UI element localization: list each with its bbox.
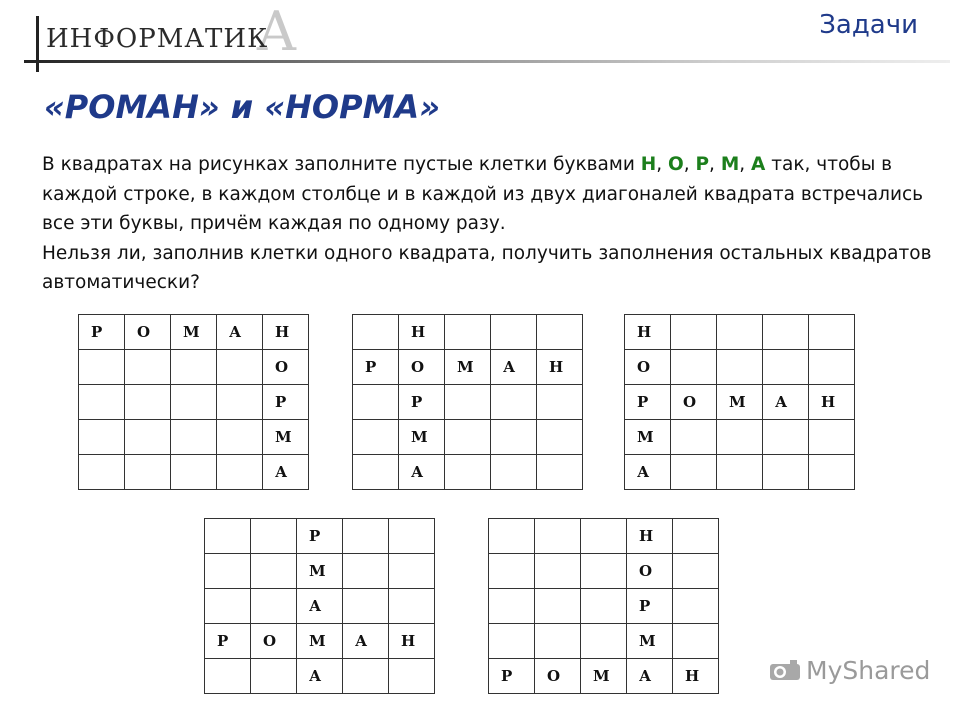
grid-cell — [488, 623, 534, 658]
grid-cell — [342, 518, 388, 553]
grid-cell: О — [262, 349, 308, 384]
grid-cell — [580, 553, 626, 588]
grid-cell — [342, 553, 388, 588]
grid-cell — [124, 384, 170, 419]
task-text-part2: так, чтобы в каждой строке, в каждом столбце и в каждой из двух диагоналей квадрата встречались все эти буквы, причём каждая по одному разу. — [42, 154, 924, 234]
grid-cell — [762, 314, 808, 349]
grid-cell — [444, 384, 490, 419]
grid-1 — [78, 314, 309, 490]
grid-cell — [670, 314, 716, 349]
grid-cell: Н — [808, 384, 854, 419]
letter-m: М — [720, 154, 740, 175]
grid-cell — [216, 349, 262, 384]
letter-o: О — [667, 154, 684, 175]
grid-cell — [216, 454, 262, 489]
grid-3 — [624, 314, 855, 490]
grid-cell: Н — [398, 314, 444, 349]
grid-cell: Н — [624, 314, 670, 349]
grid-cell: М — [170, 314, 216, 349]
logo-vertical-line — [36, 16, 39, 72]
grid-cell: О — [398, 349, 444, 384]
grid-cell — [672, 623, 718, 658]
letter-r: Р — [695, 154, 710, 175]
grid-cell — [170, 349, 216, 384]
grid-cell: О — [624, 349, 670, 384]
grid-cell — [78, 419, 124, 454]
grid-cell: М — [398, 419, 444, 454]
sep: , — [683, 154, 696, 175]
grid-4 — [204, 518, 435, 694]
grid-cell — [388, 553, 434, 588]
grid-cell: О — [534, 658, 580, 693]
grid-cell — [672, 518, 718, 553]
grid-cell — [490, 314, 536, 349]
grid-cell — [78, 384, 124, 419]
grid-cell — [534, 588, 580, 623]
grid-cell — [388, 658, 434, 693]
grid-cell — [444, 454, 490, 489]
grid-cell: А — [398, 454, 444, 489]
grid-cell — [670, 349, 716, 384]
grid-cell — [488, 553, 534, 588]
grid-cell: Р — [352, 349, 398, 384]
grid-cell: Р — [296, 518, 342, 553]
grid-cell — [388, 588, 434, 623]
grid-cell: А — [216, 314, 262, 349]
grid-cell — [78, 454, 124, 489]
grid-cell — [170, 419, 216, 454]
grid-cell — [808, 454, 854, 489]
grid-cell — [352, 314, 398, 349]
grid-cell: Р — [626, 588, 672, 623]
grid-cell: М — [444, 349, 490, 384]
section-label: Задачи — [819, 10, 918, 40]
grid-cell — [124, 349, 170, 384]
grid-cell — [170, 454, 216, 489]
grid-cell: А — [296, 658, 342, 693]
grid-cell: О — [670, 384, 716, 419]
grid-cell — [488, 518, 534, 553]
sep: , — [709, 154, 721, 175]
grid-cell: М — [262, 419, 308, 454]
grid-cell — [170, 384, 216, 419]
grid-cell: Н — [262, 314, 308, 349]
grid-cell: Н — [672, 658, 718, 693]
grid-cell — [762, 349, 808, 384]
grid-cell: А — [490, 349, 536, 384]
grid-cell: А — [262, 454, 308, 489]
grid-cell — [580, 623, 626, 658]
grid-cell — [808, 349, 854, 384]
task-text — [42, 150, 942, 298]
grid-cell — [250, 518, 296, 553]
grid-cell: О — [626, 553, 672, 588]
grid-cell — [78, 349, 124, 384]
grid-cell: М — [580, 658, 626, 693]
grid-cell — [536, 314, 582, 349]
grid-cell: Р — [398, 384, 444, 419]
watermark — [768, 656, 930, 685]
grid-cell: А — [762, 384, 808, 419]
grid-cell — [536, 419, 582, 454]
grid-cell — [808, 419, 854, 454]
grid-cell: А — [296, 588, 342, 623]
grid-cell — [352, 384, 398, 419]
grid-cell: М — [624, 419, 670, 454]
task-text-part3: Нельзя ли, заполнив клетки одного квадрата, получить заполнения остальных квадратов автоматически? — [42, 242, 932, 293]
grid-cell — [534, 553, 580, 588]
grid-cell — [250, 658, 296, 693]
grid-cell: Н — [536, 349, 582, 384]
grid-cell — [204, 588, 250, 623]
sep: , — [739, 154, 751, 175]
grid-cell — [580, 588, 626, 623]
grid-cell — [670, 454, 716, 489]
grid-cell: М — [716, 384, 762, 419]
grid-cell — [204, 658, 250, 693]
grid-cell — [716, 419, 762, 454]
grid-cell — [352, 419, 398, 454]
grid-cell: М — [296, 553, 342, 588]
grid-cell — [534, 518, 580, 553]
grid-cell: Р — [78, 314, 124, 349]
grid-cell — [124, 454, 170, 489]
grid-cell — [536, 384, 582, 419]
grid-cell — [716, 349, 762, 384]
grid-cell — [342, 658, 388, 693]
grid-cell: О — [124, 314, 170, 349]
grid-cell — [388, 518, 434, 553]
grid-cell: Р — [262, 384, 308, 419]
letter-a: А — [751, 154, 766, 175]
grid-cell — [490, 454, 536, 489]
grid-cell — [444, 419, 490, 454]
grid-cell — [716, 314, 762, 349]
task-text-part1: В квадратах на рисунках заполните пустые клетки буквами — [42, 154, 641, 175]
grid-cell — [536, 454, 582, 489]
grid-cell — [808, 314, 854, 349]
watermark-text: MyShared — [806, 656, 931, 685]
grid-cell — [342, 588, 388, 623]
grid-cell — [490, 419, 536, 454]
grid-cell — [490, 384, 536, 419]
grid-cell — [670, 419, 716, 454]
grid-cell — [488, 588, 534, 623]
header-rule — [24, 60, 950, 63]
grid-5 — [488, 518, 719, 694]
grid-cell — [216, 384, 262, 419]
sep: , — [656, 154, 668, 175]
grid-cell — [444, 314, 490, 349]
grid-cell — [716, 454, 762, 489]
grid-cell: А — [342, 623, 388, 658]
page-title: «РОМАН» и «НОРМА» — [44, 88, 440, 126]
grid-cell: Н — [388, 623, 434, 658]
grid-cell: О — [250, 623, 296, 658]
grid-cell: А — [624, 454, 670, 489]
grid-cell: Н — [626, 518, 672, 553]
grid-cell — [672, 588, 718, 623]
grid-cell — [672, 553, 718, 588]
grid-cell — [204, 553, 250, 588]
logo-big-letter: А — [256, 0, 297, 63]
grid-cell — [580, 518, 626, 553]
grid-cell — [250, 588, 296, 623]
grid-2 — [352, 314, 583, 490]
grid-cell: М — [626, 623, 672, 658]
letter-n: Н — [640, 154, 657, 175]
grid-cell — [762, 419, 808, 454]
projector-icon — [768, 657, 802, 685]
grid-cell — [216, 419, 262, 454]
grid-cell: А — [626, 658, 672, 693]
grid-cell: Р — [624, 384, 670, 419]
grid-cell — [534, 623, 580, 658]
grid-cell — [204, 518, 250, 553]
grid-cell: Р — [204, 623, 250, 658]
grid-cell — [250, 553, 296, 588]
grid-cell — [352, 454, 398, 489]
grid-cell: Р — [488, 658, 534, 693]
grid-cell: М — [296, 623, 342, 658]
grid-cell — [762, 454, 808, 489]
logo-text: ИНФОРМАТИК — [46, 24, 269, 54]
grid-cell — [124, 419, 170, 454]
